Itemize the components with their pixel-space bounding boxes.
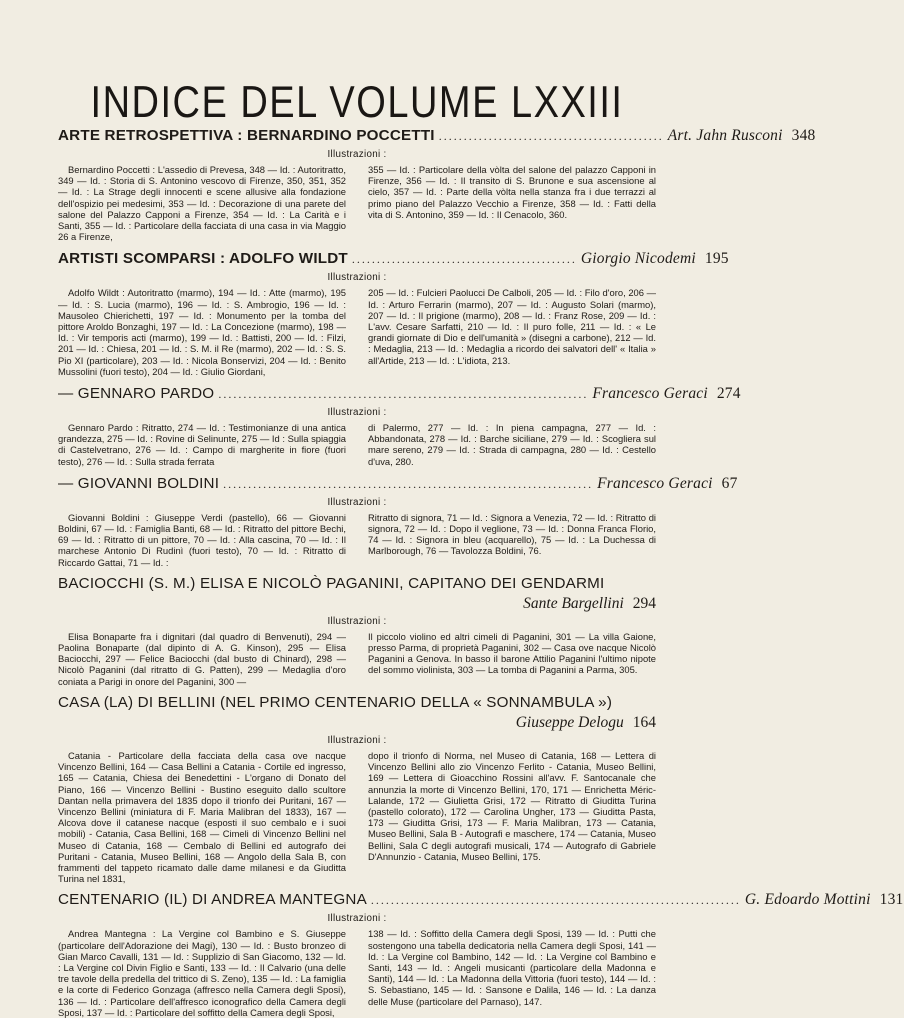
leader-dots: ..........................................................................: [218, 387, 589, 402]
illustrations-label: Illustrazioni :: [327, 149, 387, 160]
entry-heading: [58, 693, 656, 713]
illustrations-right-column: 205 — Id. : Fulcieri Paolucci De Calboli, 205 — Id. : Filo d'oro, 206 — Id. : Arturo Ferrarin (marmo), 207 — Id. : Augusto Solari (marmo), 207 — Id. : Il prigione (marmo), 208 — Id. : Franz Rose, 209 — Id. : L'avv. Cesare Sarfatti, 210 — Id. : Il puro folle, 211 — Id. : « Le grandi giornate di Dio e dell'umanità » (disegni a carbone), 212 — Id. : Medaglia, 213 — Id. : Medaglia a ricordo dei salvatori dell' « Italia » all'Artide, 213 — Id. : L'idiota, 213.: [368, 287, 656, 366]
entry-subject: — GIOVANNI BOLDINI: [58, 474, 220, 492]
illustrations-columns: [58, 422, 656, 467]
illustrations-columns: [58, 750, 656, 884]
illustrations-right-column: dopo il trionfo di Norma, nel Museo di Catania, 168 — Lettera di Vincenzo Bellini allo zio Vincenzo Ferlito - Catania, Museo Bellini, 169 — Lettera di Gioacchino Rossini all'avv. F. Santocanale che annunzia la morte di Vincenzo Bellini, 170, 171 — Enrichetta Méric-Lalande, 172 — Giulietta Grisi, 172 — Ritratto di Giuditta Turina (pastello colorato), 172 — Carolina Ungher, 173 — Giuditta Pasta, 173 — Giuditta Grisi, 173 — F. Maria Malibran, 173 — Catania, Museo Bellini, Sala B - Autografi e maschere, 174 — Catania, Museo Bellini, Sala C degli autografi musicali, 174 — Autografo di Gabriele D'Annunzio - Catania, Museo Bellini, 175.: [368, 749, 656, 862]
entry-author: Francesco Geraci: [592, 385, 708, 403]
illustrations-right-column: 355 — Id. : Particolare della vòlta del salone del palazzo Capponi in Firenze, 356 — Id. : Il transito di S. Brunone e sua ascensione al cielo, 357 — Id. : Parte della vòlta nella stanza fra i due terrazzi al primo piano del Palazzo Vecchio a Firenze, 358 — Id. : Fatti della vita di S. Antonino, 359 — Id. : Il Cenacolo, 360.: [368, 164, 656, 220]
entry-author: Giuseppe Delogu: [515, 713, 624, 731]
illustrations-label: Illustrazioni :: [327, 407, 387, 419]
entry-subject: BACIOCCHI (S. M.) ELISA E NICOLÒ PAGANINI, CAPITANO DEI GENDARMI: [58, 574, 605, 592]
index-entry-poccetti: [58, 126, 816, 243]
illustrations-left-column: Bernardino Poccetti : L'assedio di Prevesa, 348 — Id. : Autoritratto, 349 — Id. : Storia di S. Antonino vescovo di Firenze, 350, 351, 352 — Id. : La Strage degli innocenti e scene allusive alla fondazione dell'ospizio pei medesimi, 353 — Id. : Decorazione di una parete del salone del Palazzo Capponi a Firenze, 354 — Id. : La Carità e i Santi, 355 — Id. : Particolare della facciata di una casa in via Maggio 26 a Firenze,: [58, 164, 346, 243]
entry-heading: [58, 249, 729, 269]
index-page: [58, 78, 904, 1018]
illustrations-left-column: Giovanni Boldini : Giuseppe Verdi (pastello), 66 — Giovanni Boldini, 67 — Id. : Famiglia Banti, 68 — Id. : Ritratto del pittore Bechi, 69 — Id. : Ritratto di un pittore, 70 — Id. : Alla cascina, 70 — Id. : Il marchese Antonio Di Rudinì (fuori testo), 70 — Id. : Ritratto di Riccardo Gattai, 71 — Id. :: [58, 511, 346, 568]
illustrations-right-column: Il piccolo violino ed altri cimeli di Paganini, 301 — La villa Gaione, presso Parma, di proprietà Paganini, 302 — Casa ove nacque Nicolò Paganini a Genova. In basso il barone Attilio Paganini l'ultimo nipote del sommo violinista, 303 — La tomba di Paganini a Parma, 305.: [368, 630, 656, 676]
illustrations-label: Illustrazioni :: [327, 496, 387, 508]
illustrations-right-column: di Palermo, 277 — Id. : In piena campagna, 277 — Id. : Abbandonata, 278 — Id. : Barche siciliane, 279 — Id. : Scogliera sul mare sereno, 279 — Id. : Strada di campagna, 280 — Id. : Cestello d'uva, 280.: [368, 422, 656, 467]
entry-attribution: [58, 713, 656, 732]
volume-title: INDICE DEL VOLUME LXXIII: [90, 78, 624, 128]
entry-subject: ARTISTI SCOMPARSI : ADOLFO WILDT: [58, 250, 348, 268]
entry-page: 131: [879, 891, 904, 909]
entry-subject: — GENNARO PARDO: [58, 385, 215, 403]
entry-heading: [58, 384, 741, 404]
illustrations-right-column: Ritratto di signora, 71 — Id. : Signora a Venezia, 72 — Id. : Ritratto di signora, 72 — Id. : Dopo il veglione, 73 — Id. : Donna Franca Florio, 74 — Id. : Signora in bleu (acquarello), 75 — Id. : La Duchessa di Marlborough, 76 — Tavolozza Boldini, 76.: [368, 511, 656, 557]
leader-dots: ..........................................................................: [223, 476, 594, 491]
illustrations-left-column: Gennaro Pardo : Ritratto, 274 — Id. : Testimonianze di una antica grandezza, 275 — Id. : Rovine di Selinunte, 275 — Id : Sulla spiaggia di Castelvetrano, 276 — Id. : Campo di margherite in fiore (fuori testo), 276 — Id. : Sulla strada ferrata: [58, 422, 346, 467]
entry-page: 274: [716, 385, 741, 403]
illustrations-left-column: Andrea Mantegna : La Vergine col Bambino e S. Giuseppe (particolare dell'Adorazione dei Magi), 130 — Id. : Busto bronzeo di Gian Marco Cavalli, 131 — Id. : Supplizio di San Giacomo, 132 — Id. : La Vergine col Divin Figlio e Santi, 133 — Id. : Il Calvario (una delle tre tavole della predella del trittico di S. Zeno), 135 — Id. : La famiglia e la corte di Federico Gonzaga (affresco nella Camera degli Sposi), 136 — Id. : Particolare dell'affresco iconografico della Camera degli Sposi, 137 — Id. : Particolare del soffitto della Camera degli Sposi,: [58, 928, 346, 1018]
entry-author: G. Edoardo Mottini: [744, 891, 871, 909]
entry-author: Sante Bargellini: [523, 594, 624, 612]
entry-author: Art. Jahn Rusconi: [667, 127, 783, 144]
illustrations-columns: [58, 928, 656, 1018]
entry-heading: [58, 474, 738, 494]
entry-heading: [58, 890, 904, 910]
illustrations-left-column: Catania - Particolare della facciata della casa ove nacque Vincenzo Bellini, 164 — Casa Bellini a Catania - Cortile ed ingresso, 165 — Catania, Chiesa dei Benedettini - L'organo di Donato del Piano, 166 — Vincenzo Bellini - Bustino eseguito dallo scultore Dantan nella primavera del 1835 dopo il trionfo dei Puritani, 167 — Vincenzo Bellini (miniatura di F. Maria Malibran del 1833), 167 — Alcova dove il catanese nacque (esposti il suo cembalo e i suoi mobili) - Catania, Casa Bellini, 168 — Cimeli di Vincenzo Bellini nel Museo di Catania, 168 — Cembalo di Bellini ed autografo dei Puritani - Catania, Museo Bellini, 168 — Angolo della Sala B, con frammenti del tappeto ricamato dalle dame milanesi e da Giuditta Turina nel 1831,: [58, 749, 346, 885]
index-entry-mantegna: [58, 890, 904, 1018]
illustrations-label: Illustrazioni :: [327, 615, 387, 627]
illustrations-columns: [58, 512, 656, 568]
index-entry-bellini: [58, 693, 656, 884]
entry-subject: ARTE RETROSPETTIVA : BERNARDINO POCCETTI: [58, 127, 435, 144]
illustrations-columns: [58, 287, 656, 377]
illustrations-right-column: 138 — Id. : Soffitto della Camera degli Sposi, 139 — Id. : Putti che sostengono una tabella dedicatoria nella Camera degli Sposi, 141 — Id. : La Vergine col Bambino, 142 — Id. : La Vergine col Bambino e Santi, 143 — Id. : Angeli musicanti (particolare della Madonna e Santi), 144 — Id. : La Madonna della Vittoria (fuori testo), 144 — Id. : S. Sebastiano, 145 — Id. : Sansone e Dalila, 146 — Id. : La danza delle Muse (particolare del Parnaso), 147.: [368, 928, 656, 1007]
leader-dots: ..........................................................................: [370, 893, 741, 908]
illustrations-left-column: Adolfo Wildt : Autoritratto (marmo), 194 — Id. : Atte (marmo), 195 — Id. : S. Lucia (marmo), 196 — Id. : S. Ambrogio, 196 — Id. : Mausoleo Chierichetti, 197 — Id. : Monumento per la tomba del pittore Aroldo Bonzaghi, 197 — Id. : La Concezione (marmo), 198 — Id. : Vir temporis acti (marmo), 199 — Id. : Battisti, 200 — Id. : Filzi, 201 — Id. : Chiesa, 201 — Id. : S. M. il Re (marmo), 202 — Id. : S. S. Pio XI (particolare), 203 — Id. : Nicola Bonservizi, 204 — Id. : Benito Mussolini (fuori testo), 204 — Id. : Giulio Giordani,: [58, 287, 346, 377]
entry-page: 348: [791, 127, 816, 144]
index-entry-wildt: [58, 249, 729, 377]
entry-page: 67: [721, 474, 738, 492]
illustrations-label: Illustrazioni :: [327, 913, 387, 925]
entry-author: Francesco Geraci: [597, 474, 713, 492]
entry-heading: [58, 574, 656, 594]
entry-page: 294: [632, 594, 656, 612]
entry-page: 164: [632, 713, 656, 731]
illustrations-columns: [58, 164, 656, 242]
entry-page: 195: [704, 250, 729, 268]
index-entry-baciocchi: [58, 574, 656, 687]
illustrations-columns: [58, 631, 656, 687]
entry-author: Giorgio Nicodemi: [580, 250, 696, 268]
leader-dots: .............................................: [351, 252, 577, 267]
entry-subject: CASA (LA) DI BELLINI (NEL PRIMO CENTENARIO DELLA « SONNAMBULA »): [58, 693, 613, 711]
leader-dots: .............................................: [438, 129, 664, 143]
index-entry-boldini: [58, 474, 738, 568]
illustrations-label: Illustrazioni :: [327, 734, 387, 746]
index-entry-pardo: [58, 384, 741, 467]
illustrations-label: Illustrazioni :: [327, 272, 387, 284]
illustrations-left-column: Elisa Bonaparte fra i dignitari (dal quadro di Benvenuti), 294 — Paolina Bonaparte (dal dipinto di A. G. Kinson), 295 — Elisa Baciocchi, 297 — Felice Baciocchi (dal busto di Chinard), 298 — Nicolò Paganini (dal ritratto di G. Patten), 299 — Medaglia d'oro coniata a Parigi in onore del Paganini, 300 —: [58, 630, 346, 687]
entry-attribution: [58, 594, 656, 613]
entry-subject: CENTENARIO (IL) DI ANDREA MANTEGNA: [58, 891, 367, 909]
